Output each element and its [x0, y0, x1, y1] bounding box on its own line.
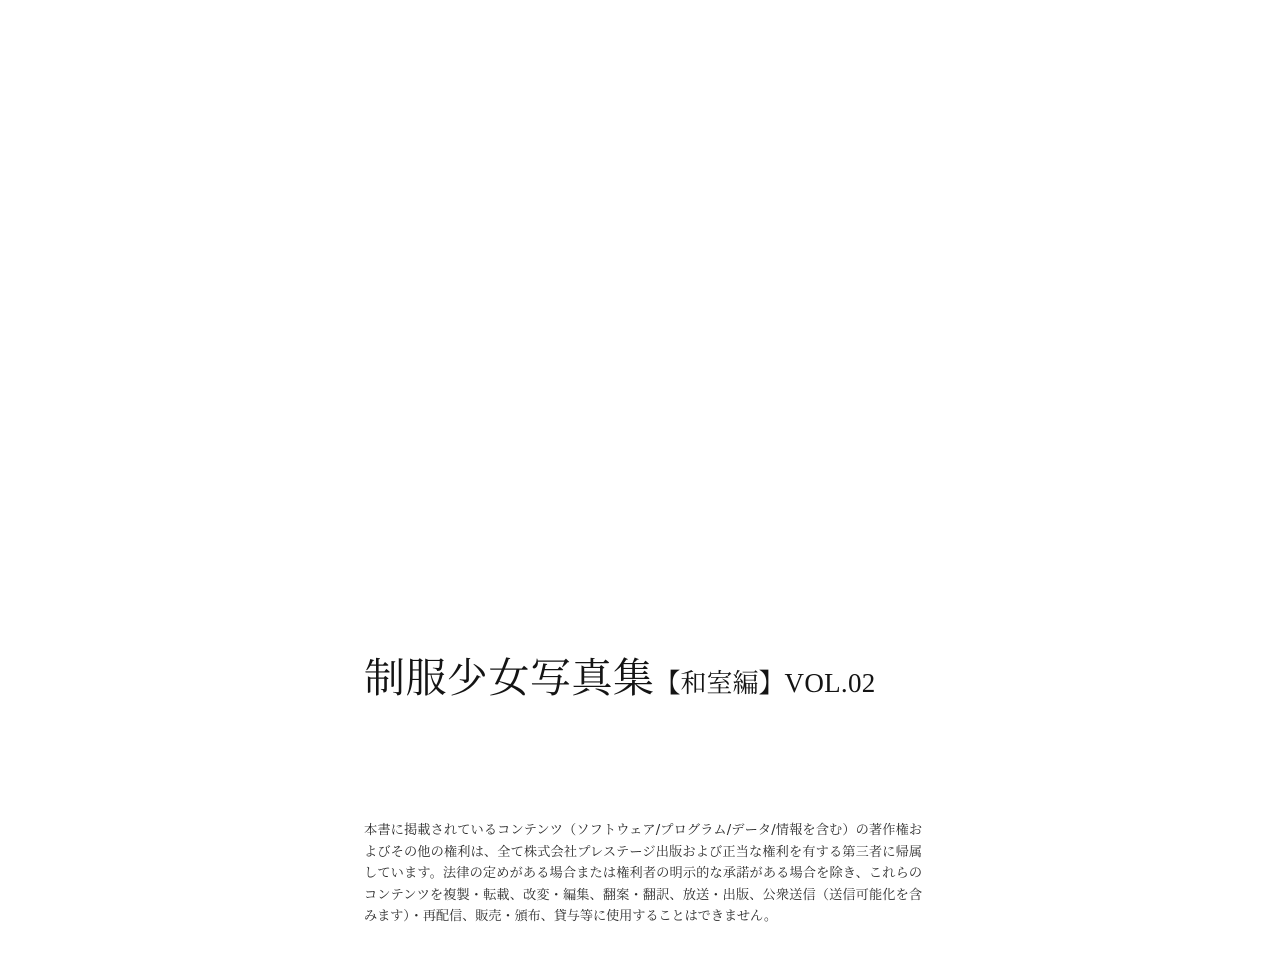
title-volume-label: VOL.02	[784, 668, 876, 698]
copyright-notice: 本書に掲載されているコンテンツ（ソフトウェア/プログラム/データ/情報を含む）の著作権およびその他の権利は、全て株式会社プレステージ出版および正当な権利を有する第三者に帰属しています。法律の定めがある場合または権利者の明示的な承諾がある場合を除き、これらのコンテンツを複製・転載、改変・編集、翻案・翻訳、放送・出版、公衆送信（送信可能化を含みます）・再配信、販売・頒布、貸与等に使用することはできません。	[364, 823, 922, 924]
page-title: 制服少女写真集	[364, 655, 655, 701]
title-subtitle-bracket: 【和室編】	[654, 669, 785, 698]
title-block	[364, 655, 984, 701]
